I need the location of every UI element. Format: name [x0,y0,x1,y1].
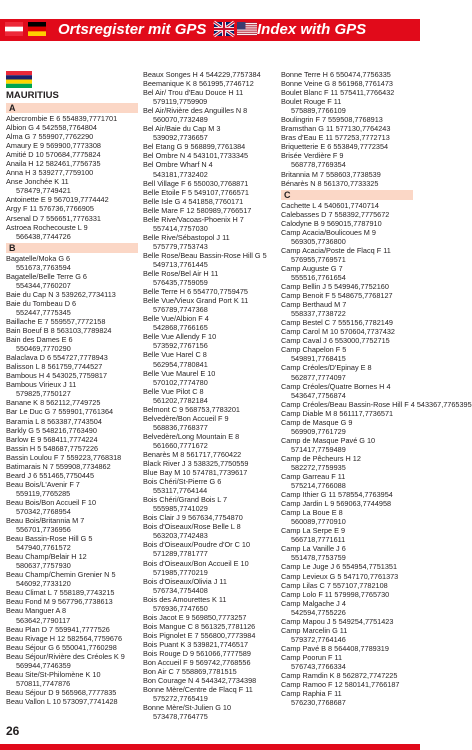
index-entry: Camp Diable M 8 561117,7736571 [281,408,394,418]
index-entry: 569944,7746359 [16,660,71,670]
index-entry: Balaclava D 6 554727,7778943 [6,353,108,363]
index-entry: Bell Village F 6 550030,7768871 [143,178,249,188]
index-entry: 550469,7770290 [16,344,71,354]
index-entry: 561660,7771672 [153,440,208,450]
index-entry: 560070,7732489 [153,115,208,125]
index-entry: Camp de Pêcheurs H 12 [281,453,361,463]
index-entry: Beau Plan D 7 559941,7777526 [6,624,110,634]
index-entry: 555985,7741029 [153,504,208,514]
index-entry: 547940,7761572 [16,543,71,553]
index-entry: Bois Clair J 9 567634,7754870 [143,513,243,523]
index-entry: Camp Carol M 10 570604,7737432 [281,327,395,337]
index-entry: Camp Jardin L 9 569063,7744958 [281,499,392,509]
index-entry: Bois Mangue C 8 561325,7781126 [143,621,256,631]
index-entry: Belvedère/Bon Accueil F 9 [143,413,229,423]
index-entry: Amitié D 10 570684,7775824 [6,150,101,160]
index-entry: Bramsthan G 11 577130,7764243 [281,124,391,134]
index-entry: Camp Ramoo F 12 580141,7766187 [281,680,400,690]
index-entry: Camp Lilas C 7 557107,7782108 [281,580,388,590]
index-entry: Brisée Verdière F 9 [281,151,344,161]
index-entry: Belle Terre H 6 554770,7759475 [143,287,248,297]
index-entry: Camp Bestel C 7 555156,7782149 [281,318,393,328]
index-entry: Bassin Loulou F 7 559223,7768318 [6,452,122,462]
section-header-c: C [281,190,413,200]
index-entry: Camp Créoles/Beau Bassin-Rose Hill F 4 543367,7765395 [281,399,472,409]
index-entry: Camp Malgache J 4 [281,598,346,608]
index-entry: Camp La Serpe E 9 [281,526,346,536]
index-entry: 576734,7754408 [153,585,208,595]
index-entry: Belle Vue/Vieux Grand Port K 11 [143,296,249,306]
usa-flag-icon [237,22,257,36]
index-entry: 576955,7769571 [291,254,346,264]
index-entry: 579372,7764146 [291,634,346,644]
index-entry: Bois d'Oiseaux/Olivia J 11 [143,576,227,586]
index-entry: Belle Rive/Sébastopol J 11 [143,232,230,242]
index-entry: Bagatelle/Moka G 6 [6,253,71,263]
index-entry: Boulet Rouge F 11 [281,97,342,107]
index-entry: 580637,7757930 [16,561,71,571]
index-entry: 566438,7744726 [16,231,71,241]
index-entry: 576936,7747650 [153,603,208,613]
index-entry: 582272,7759935 [291,462,346,472]
index-entry: Beau Séjour D 9 565968,7777835 [6,687,117,697]
germany-flag-icon [28,22,46,36]
index-entry: Camp Le Juge J 6 554954,7751351 [281,562,398,572]
index-entry: 579825,7750127 [16,389,71,399]
index-entry: 575272,7765419 [153,694,208,704]
index-entry: Camp Berthaud M 7 [281,300,347,310]
index-entry: Camp Acacia/Boulicoues M 9 [281,227,376,237]
index-entry: Camp Ithier G 11 578554,7763954 [281,490,393,500]
index-entry: Bois Chéri/St-Pierre G 6 [143,477,222,487]
index-entry: Anna H 3 539277,7759100 [6,168,94,178]
index-entry: Beau Fond M 9 567796,7738613 [6,597,113,607]
index-entry: 575779,7753743 [153,241,208,251]
index-entry: 571417,7759489 [291,444,346,454]
index-entry: Belle Mare F 12 580989,7766517 [143,205,252,215]
index-entry: Camp Caval J 6 553000,7752715 [281,336,390,346]
index-entry: 543181,7732402 [153,169,208,179]
index-entry: 570102,7774780 [153,377,208,387]
index-entry: Beau Rivage H 12 582564,7759676 [6,633,123,643]
index-entry: Blue Bay M 10 574781,7739617 [143,468,248,478]
section-a-entries [6,114,138,241]
index-entry: Anaila H 12 582461,7756735 [6,159,101,169]
index-entry: Calebasses D 7 558392,7775672 [281,209,390,219]
index-entry: Bonne Terre H 6 550474,7756335 [281,70,391,79]
index-entry: 573478,7764775 [153,712,208,722]
index-entry: Camp de Masque Pavé G 10 [281,435,376,445]
index-entry: Baramia L 8 563387,7743504 [6,416,102,426]
index-entry: 539092,7736657 [153,133,208,143]
index-entry: Bel Ombre Wharf N 4 [143,160,213,170]
index-entry: Argy F 11 576736,7766905 [6,204,94,214]
section-header-b: B [6,243,138,253]
index-entry: Astroea Rochecouste L 9 [6,222,88,232]
index-entry: 549891,7768415 [291,354,346,364]
index-entry: Bambous Virieux J 11 [6,380,77,390]
index-entry: Bénarès N 8 561370,7733325 [281,178,379,188]
section-c-entries [281,200,472,708]
index-entry: Bel Air/ Trou d'Eau Douce H 11 [143,88,244,98]
index-entry: Beau Séjour/Rivière des Créoles K 9 [6,651,125,661]
index-entry: 571985,7770219 [153,567,208,577]
index-entry: Belle Vue Pilot C 8 [143,386,204,396]
index-entry: Camp Ramdin K 8 562872,7747225 [281,671,398,681]
index-entry: 561202,7782184 [153,395,208,405]
index-entry: Camp Créoles/D'Epinay E 8 [281,363,372,373]
index-entry: 562877,7774097 [291,372,346,382]
country-heading: MAURITIUS [6,90,59,101]
index-entry: 570811,7747876 [16,678,71,688]
index-entry: Bois des Amourettes K 11 [143,594,227,604]
index-entry: Beau Bois/Britannia M 7 [6,516,85,526]
index-entry: Bois Chéri/Grand Bois L 7 [143,495,228,505]
index-entry: Camp Lolo F 11 579998,7765730 [281,589,390,599]
index-entry: Belle Vue Maurel E 10 [143,368,216,378]
index-entry: Camp La Boue E 8 [281,508,343,518]
index-entry: Camp de Masque G 9 [281,417,353,427]
index-entry: Bois Pignolet E 7 556800,7773984 [143,630,256,640]
index-entry: 576435,7759059 [153,278,208,288]
index-entry: Baillache E 7 559557,7772158 [6,316,106,326]
index-entry: Beau Climat L 7 558189,7743215 [6,588,115,598]
index-entry: Baie du Tombeau D 6 [6,298,77,308]
index-entry: Banane K 8 562112,7749725 [6,398,101,408]
page-header [0,0,420,50]
index-entry: 551673,7763594 [16,262,71,272]
index-entry: Barlow E 9 568411,7774224 [6,434,98,444]
index-entry: Belle Vue Harel C 8 [143,350,207,360]
index-entry: 556701,7736956 [16,525,71,535]
index-entry: Bois d'Oiseaux/Rose Belle L 8 [143,522,241,532]
index-entry: Antoinette E 9 567019,7774442 [6,195,109,205]
index-entry: Beau Champ/Belair H 12 [6,552,87,562]
index-entry: 579119,7759909 [153,97,208,107]
index-entry: Bon Air C 7 558869,7781515 [143,667,237,677]
index-entry: 575214,7766088 [291,481,346,491]
index-entry: 576230,7768687 [291,698,346,708]
index-title-german: Ortsregister mit GPS [58,21,207,38]
index-entry: Beau Bassin-Rose Hill G 5 [6,534,93,544]
index-entry: Beau Champ/Chemin Grenier N 5 [6,570,116,580]
index-entry: 569909,7761729 [291,426,346,436]
index-entry: Beau Manguer A 8 [6,606,67,616]
index-entry: Bonne Mère/St-Julien G 10 [143,703,232,713]
index-entry: Cachette L 4 540601,7740714 [281,200,379,210]
index-entry: 578479,7749421 [16,186,71,196]
index-entry: Barkly G 5 548216,7763490 [6,425,97,435]
index-entry: Bel Air/Rivière des Anguilles N 8 [143,106,248,116]
index-entry: 562954,7780841 [153,359,208,369]
index-entry: Beau Séjour G 6 550041,7760298 [6,642,117,652]
index-entry: 555516,7761654 [291,272,346,282]
index-entry: Albion G 4 542558,7764804 [6,123,97,133]
index-entry: 575889,7766109 [291,106,346,116]
index-entry: Bonne Mère/Centre de Flacq F 11 [143,685,253,695]
footer-bar [0,744,420,750]
index-entry: Beemanique K 8 561995,7746712 [143,79,254,89]
index-entry: Camp La Vanille J 6 [281,544,346,554]
index-column-3 [281,70,472,708]
index-entry: Britannia M 7 558603,7738539 [281,169,381,179]
index-entry: Bambous H 4 543025,7759817 [6,371,108,381]
section-header-a: A [6,103,138,113]
mauritius-flag-icon [6,71,32,88]
index-entry: Bon Accueil F 9 569742,7768556 [143,658,251,668]
index-entry: 566718,7771611 [291,535,346,545]
index-entry: Beau Bois/Bon Accueil F 10 [6,497,97,507]
index-entry: Belvedère/Long Mountain E 8 [143,431,240,441]
index-entry: Camp Bellin J 5 549946,7752160 [281,282,389,292]
index-title-english: Index with GPS [257,21,367,38]
index-entry: Arsenal D 7 556651,7776331 [6,213,101,223]
index-entry: Bagatelle/Belle Terre G 6 [6,271,87,281]
index-entry: Bel Etang G 9 568899,7761384 [143,142,246,152]
index-entry: Belle Rive/Vacoas-Phoenix H 7 [143,214,244,224]
index-entry: Batimarais N 7 559908,7734862 [6,461,111,471]
index-entry: Bar Le Duc G 7 559901,7761364 [6,407,114,417]
index-entry: Briquetterie E 6 553849,7772354 [281,142,389,152]
index-entry: 554344,7760207 [16,280,71,290]
index-entry: Bain Boeuf B 8 563103,7789824 [6,326,112,336]
index-entry: Belle Rose/Beau Bassin-Rose Hill G 5 [143,250,267,260]
index-entry: Bel Ombre N 4 543101,7733345 [143,151,249,161]
index-entry: Belle Etoile F 5 549107,7766571 [143,187,249,197]
index-entry: 563642,7790117 [16,615,71,625]
index-entry: Abercrombie E 6 554839,7771701 [6,114,118,123]
index-entry: Camp Auguste G 7 [281,263,343,273]
index-entry: 559119,7765285 [16,488,71,498]
index-entry: Belle Vue/Albion F 4 [143,314,209,324]
index-entry: Bois Jacot E 9 569850,7773257 [143,612,247,622]
index-entry: Beau Vallon L 10 573097,7741428 [6,696,118,706]
index-entry: Bras d'Eau E 11 577253,7772713 [281,133,390,143]
index-entry: Benarès M 8 561717,7760422 [143,449,242,459]
index-entry: 542868,7766165 [153,323,208,333]
index-entry: Camp Benoit F 5 548675,7768127 [281,291,393,301]
index-entry: Camp Levieux G 5 547170,7761373 [281,571,399,581]
index-entry: Black River J 3 538325,7750559 [143,459,249,469]
index-entry: Boulet Blanc F 11 575411,7766432 [281,88,395,98]
index-entry: 553117,7764144 [153,486,208,496]
index-entry: 542594,7755226 [291,607,346,617]
index-entry: Beau Bois/L'Avenir F 7 [6,479,80,489]
index-entry: Calodyne B 9 569015,7787910 [281,218,382,228]
index-entry: Belle Isle G 4 541858,7760171 [143,196,244,206]
section-b-entries [6,254,138,706]
index-entry: Camp Raphia F 11 [281,689,342,699]
index-entry: Anse Jonchée K 11 [6,177,69,187]
index-entry: 573592,7767156 [153,341,208,351]
index-entry: Camp Pavé B 8 564408,7789319 [281,643,389,653]
index-entry: 571289,7781777 [153,549,208,559]
index-entry: 563203,7742483 [153,531,208,541]
index-entry: 569305,7736800 [291,236,346,246]
uk-flag-icon [214,22,234,36]
index-entry: Balisson L 8 561759,7744527 [6,362,103,372]
index-entry: Bassin H 5 548687,7757226 [6,443,99,453]
section-b-entries-continued [143,70,275,721]
index-entry: Camp Acacia/Poste de Flacq F 11 [281,245,391,255]
index-entry: Beau Site/St-Philomène K 10 [6,669,101,679]
index-entry: 576743,7766334 [291,662,346,671]
index-entry: Camp Mapou J 5 549254,7751423 [281,616,394,626]
austria-flag-icon [5,22,23,36]
index-entry: 549713,7761445 [153,259,208,269]
index-entry: Bois d'Oiseaux/Bon Accueil E 10 [143,558,249,568]
index-entry: 560089,7770910 [291,517,346,527]
index-entry: 546092,7733120 [16,579,71,589]
index-entry: Bois Rouge D 9 561066,7777589 [143,649,251,658]
section-b-entries-end [281,70,413,188]
index-entry: 558337,7738722 [291,309,346,319]
index-entry: Camp Chapelon F 5 [281,345,347,355]
index-entry: Belle Rose/Bel Air H 11 [143,269,219,279]
index-column-2 [143,70,275,721]
index-entry: Camp Poorun F 11 [281,652,343,662]
index-entry: Camp Marcelin G 11 [281,625,348,635]
index-entry: Alma G 7 559907,7762290 [6,132,94,142]
index-entry: 543647,7756874 [291,390,346,400]
index-entry: 551478,7753759 [291,553,346,563]
index-entry: 552447,7775345 [16,307,71,317]
index-entry: 568778,7769354 [291,160,346,170]
index-entry: Bois d'Oiseaux/Poudre d'Or C 10 [143,540,251,550]
index-entry: Amaury E 9 569900,7773308 [6,141,101,151]
index-entry: 576789,7747368 [153,305,208,315]
index-entry: Baie du Cap N 3 539262,7734113 [6,289,116,299]
index-entry: Belmont C 9 568753,7783201 [143,404,240,414]
index-entry: Bois Puant K 3 539821,7746517 [143,639,249,649]
index-column-1 [6,70,138,706]
index-entry: 570342,7768954 [16,506,71,516]
index-entry: Camp Créoles/Quatre Bornes H 4 [281,381,391,391]
index-entry: Beard J 6 551465,7750445 [6,470,95,480]
page-number: 26 [6,724,20,738]
index-entry: Bel Air/Baie du Cap M 3 [143,124,221,134]
index-entry: Bon Courage N 4 544342,7734398 [143,676,257,686]
index-entry: 557414,7757030 [153,223,208,233]
index-entry: Belle Vue Allendy F 10 [143,332,217,342]
index-entry: Beaux Songes H 4 544229,7757384 [143,70,261,79]
index-entry: Bonne Veine G 8 561968,7761473 [281,79,393,89]
index-entry: 568836,7768377 [153,422,208,432]
index-entry: Camp Garreau F 11 [281,472,346,482]
index-entry: Bain des Dames E 6 [6,335,73,345]
index-entry: Boulingrin F 7 559508,7768913 [281,115,383,125]
